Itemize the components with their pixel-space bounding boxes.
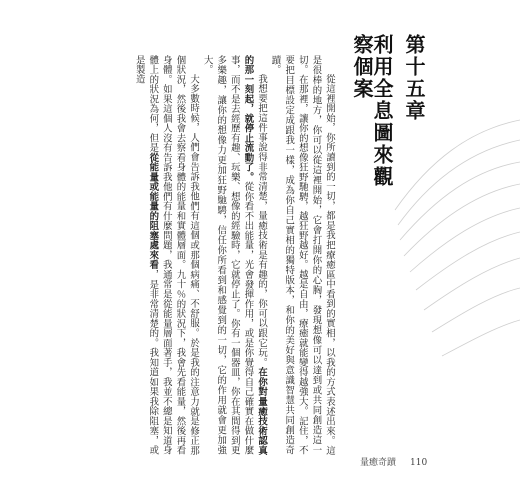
chapter-title: 利用全息圖來觀察個案 — [350, 34, 394, 188]
paragraph-3-emphasis: 從能量或能量的阻塞處來看 — [147, 152, 159, 270]
paragraph-2-text-a: 我想要把這件事說得非常清楚，量癒技術是有趣的，你可以跟它玩。 — [256, 73, 268, 368]
page-footer — [360, 455, 427, 468]
chapter-number: 第十五章 — [402, 34, 426, 122]
paragraph-3-text-a: 大多數時候，人們會告訴我他們有這個或那個病痛、不舒服。於是我的注意力就是修正那個狀況，然後我會去察看身體的能量和實體層面。九十％的狀況下，我會先看能量，然後再看身體。如果這個人沒有告訴我他們有什麼問題，我通常是從能量層面著手，我並不總是知道身體上的狀況為何，但是 — [147, 55, 200, 455]
paragraph-1 — [268, 55, 336, 455]
paragraph-2-text-b: 從你看不出能量，光會發揮作用，或是你覺得自己確實在做什麼事，而不是去經歷有趣、玩樂、想像的經驗時，它就停止了。你有一個器皿，你在其間得到更多樂趣，讓你的想像力更加狂野馳騁，信任你所看到和感覺到的一切，它的作用就會更加強大。 — [201, 55, 254, 455]
body-text — [58, 55, 336, 455]
chapter-heading — [352, 34, 424, 204]
paragraph-3-text-b: ，是非常清楚的。我知道如果我除阻塞，或是製造 — [133, 55, 159, 455]
paragraph-2 — [200, 55, 268, 455]
footer-book-title: 量癒奇蹟 — [360, 458, 397, 468]
paragraph-1-text: 從這裡開始，你所讀到的一切，都是我把療癒區中看到的實相，以我的方式表述出來。這是很棒的地方，你可以從這裡開始，它會打開你的心胸，發現想像可以達到或共同創造這一切。在那裡，讓你的想像狂野馳騁，越狂野越好。越是自由，療癒就能變得越強大。記住，不要把目標設定成跟我一樣，成為你自己實相的獨特版本，和你的美好與意識智慧共同創造奇蹟。 — [269, 55, 335, 455]
paragraph-3 — [132, 55, 200, 455]
paragraph-2-emphasis: 在你對量癒技術認真的那一刻起，就停止流動了。 — [242, 55, 268, 455]
page-number: 110 — [410, 458, 428, 468]
